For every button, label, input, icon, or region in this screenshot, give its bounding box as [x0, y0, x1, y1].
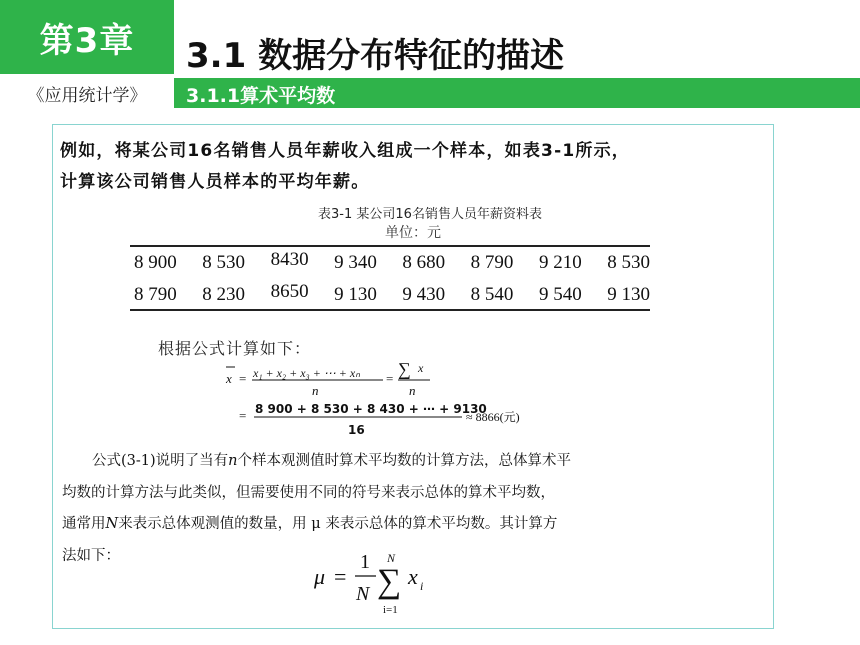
table-caption: 表3-1 某公司16名销售人员年薪资料表 — [318, 207, 542, 222]
book-label: 《应用统计学》 — [27, 85, 147, 106]
formula-i: i — [420, 579, 424, 593]
table-cell: 9 540 — [538, 284, 582, 305]
formula-numerator-values: 8 900 + 8 530 + 8 430 + ⋯ + 9130 — [255, 402, 487, 416]
table-cell: 9 130 — [607, 284, 650, 305]
chapter-badge: 第3章 — [0, 0, 174, 74]
table-cell: 9 210 — [538, 252, 582, 273]
table-cell: 8 530 — [202, 252, 246, 273]
formula-eq: = — [334, 564, 347, 589]
sigma-icon: ∑ — [398, 359, 411, 379]
table-cell: 8 790 — [470, 252, 514, 273]
table-cell: 9 130 — [334, 284, 377, 305]
table-cell: 8650 — [270, 281, 309, 302]
formula-one: 1 — [360, 551, 370, 573]
formula-eq: = — [386, 371, 394, 386]
formula-denominator-16: 16 — [348, 423, 365, 437]
formula-lhs: x — [226, 371, 232, 386]
table-cell: 8 530 — [607, 252, 650, 273]
para-var-n: n — [228, 453, 238, 469]
subsection-title: 3.1.1算术平均数 — [186, 85, 336, 107]
table-cell: 8 230 — [202, 284, 246, 305]
intro-line-2: 计算该公司销售人员样本的平均年薪。 — [60, 172, 370, 192]
para-var-N: N — [105, 516, 119, 532]
para-text: 个样本观测值时算术平均数的计算方法，总体算术平 — [237, 453, 572, 469]
sum-lower: i=1 — [383, 604, 398, 616]
intro-line-1: 例如，将某公司16名销售人员年薪收入组成一个样本，如表3-1所示， — [60, 141, 630, 161]
formula-numerator: x₁ + x₂ + x₃ + ⋯ + xₙ — [253, 366, 360, 380]
formula-eq: = — [239, 371, 247, 386]
formula-eq: = — [239, 408, 247, 423]
formula-result: ≈ 8866(元) — [466, 410, 520, 424]
sum-upper: N — [387, 551, 396, 565]
formula-N: N — [356, 583, 370, 605]
table-cell: 8 900 — [134, 252, 177, 273]
sigma-icon: ∑ — [377, 563, 402, 600]
formula-x: x — [408, 564, 418, 589]
para-text: 来表示总体观测值的数量，用 μ 来表示总体的算术平均数。其计算方 — [118, 516, 558, 532]
table-cell: 9 340 — [334, 252, 377, 273]
table-cell: 8 680 — [402, 252, 446, 273]
formula-mu: μ — [314, 564, 326, 589]
para-line-4: 法如下： — [62, 547, 120, 564]
para-text: 公式(3-1)说明了当有 — [92, 453, 229, 469]
section-title: 3.1 数据分布特征的描述 — [186, 36, 565, 76]
formula-denominator: n — [312, 383, 319, 398]
para-text: 通常用 — [62, 516, 106, 532]
table-cell: 8 790 — [134, 284, 177, 305]
table-unit: 单位：元 — [385, 225, 441, 241]
table-cell: 8430 — [270, 249, 309, 270]
formula-sum-n: n — [409, 383, 416, 398]
table-cell: 9 430 — [402, 284, 446, 305]
table-cell: 8 540 — [470, 284, 514, 305]
calc-label: 根据公式计算如下： — [158, 339, 312, 358]
formula-sum-x: x — [418, 361, 424, 375]
para-line-2: 均数的计算方法与此类似，但需要使用不同的符号来表示总体的算术平均数， — [62, 484, 555, 501]
